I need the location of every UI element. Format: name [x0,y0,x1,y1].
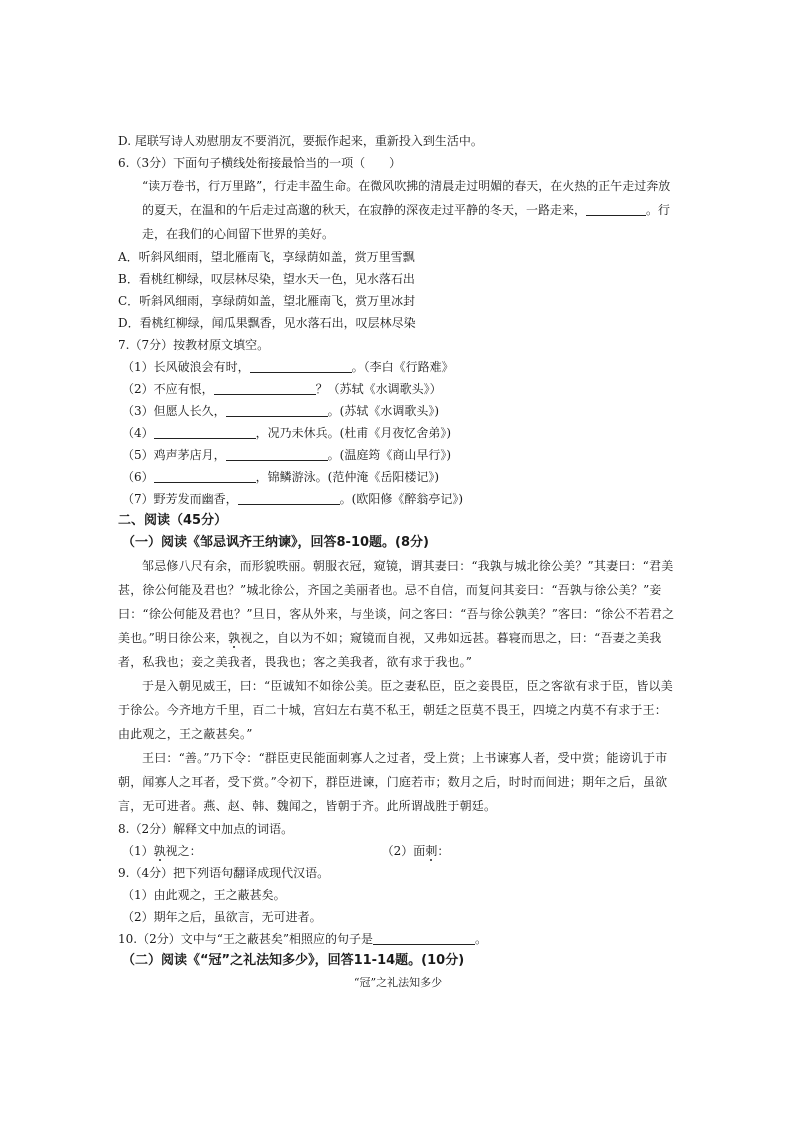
article-title: “冠”之礼法知多少 [353,976,443,989]
q7-blank-7[interactable] [238,490,340,505]
q7-item-6: （6） ，锦鳞游泳。(范仲淹《岳阳楼记》) [122,470,440,484]
q7-blank-2[interactable] [214,380,316,395]
passage-paragraph-2: 于是入朝见威王，曰：“臣诚知不如徐公美。臣之妻私臣，臣之妾畏臣，臣之客欲有求于臣，皆以美于徐公。今齐地方千里，百二十城，宫妇左右莫不私王，朝廷之臣莫不畏王，四境之内莫不有求于王：由此观之，王之蔽甚矣。” [118,679,673,741]
q9-item-2: （2）期年之后，虽欲言，无可进者。 [122,910,322,924]
q7-blank-4[interactable] [154,424,256,439]
q8-dotted-word-1: 孰 [153,844,166,858]
q7-item-7: （7）野芳发而幽香， 。(欧阳修《醉翁亭记》) [122,492,464,506]
q7-item-1: （1）长风破浪会有时， 。（李白《行路难》 [122,360,454,374]
q7-item-2: （2）不应有恨， ？（苏轼《水调歌头》） [122,382,442,396]
q10-answer-blank[interactable] [373,930,475,945]
q9-heading: 9.（4分）把下列语句翻译成现代汉语。 [118,866,330,880]
passage-paragraph-3: 王曰：“善。”乃下令：“群臣吏民能面刺寡人之过者，受上赏；上书谏寡人者，受中赏；能谤讥于市朝，闻寡人之耳者，受下赏。”令初下，群臣进谏，门庭若市；数月之后，时时而间进；期年之后，虽欲言，无可进者。燕、赵、韩、魏闻之，皆朝于齐。此所谓战胜于朝廷。 [118,751,668,813]
q6-option-b: B．看桃红柳绿，叹层林尽染，望水天一色，见水落石出 [118,272,415,286]
q7-blank-5[interactable] [226,446,328,461]
q7-blank-3[interactable] [226,402,328,417]
q6-option-a: A．听斜风细雨，望北雁南飞，享绿荫如盖，赏万里雪飘 [118,250,415,264]
q7-heading: 7.（7分）按教材原文填空。 [118,338,270,352]
q5-option-d: D. 尾联写诗人劝慰朋友不要消沉，要振作起来，重新投入到生活中。 [118,134,483,148]
q7-blank-1[interactable] [250,358,352,373]
q6-option-c: C．听斜风细雨，享绿荫如盖，望北雁南飞，赏万里冰封 [118,294,416,308]
q7-blank-6[interactable] [154,468,256,483]
q8-item-2: （2）面刺： [381,844,450,858]
dotted-word-shu: 孰 [228,631,241,645]
q7-item-5: （5）鸡声茅店月， 。(温庭筠《商山早行》) [122,448,452,462]
q6-heading: 6.（3分）下面句子横线处衔接最恰当的一项（ ） [118,156,402,170]
section-2-title: 二、阅读（45分） [118,513,228,528]
q6-option-d: D．看桃红柳绿，闻瓜果飘香，见水落石出，叹层林尽染 [118,316,416,330]
q6-passage: “读万卷书，行万里路”，行走丰盈生命。在微风吹拂的清晨走过明媚的春天，在火热的正午走过奔放的夏天，在温和的午后走过高邈的秋天，在寂静的深夜走过平静的冬天，一路走来， 。行走，在我们的心间留下世界的美好。 [142,179,671,241]
q6-answer-blank[interactable] [586,201,646,216]
exam-content [118,130,678,994]
q9-item-1: （1）由此观之，王之蔽甚矣。 [122,888,286,902]
q7-item-4: （4） ，况乃未休兵。(杜甫《月夜忆舍弟》) [122,426,452,440]
q10-line: 10.（2分）文中与“王之蔽甚矣”相照应的句子是 。 [118,932,488,946]
part-1-title: （一）阅读《邹忌讽齐王纳谏》，回答8-10题。(8分) [122,535,429,550]
passage-paragraph-1: 邹忌修八尺有余，而形貌昳丽。朝服衣冠，窥镜，谓其妻曰：“我孰与城北徐公美？”其妻曰：“君美甚，徐公何能及君也？”城北徐公，齐国之美丽者也。忌不自信，而复问其妾曰：“吾孰与徐公美？”妾曰：“徐公何能及君也？”旦日，客从外来，与坐谈，问之客曰：“吾与徐公孰美？”客曰：“徐公不若君之美也。”明日徐公来，孰视之，自以为不如；窥镜而自视，又弗如远甚。暮寝而思之，曰：“吾妻之美我者，私我也；妾之美我者，畏我也；客之美我者，欲有求于我也。” [118,559,675,669]
q8-dotted-word-2: 刺 [425,844,438,858]
q8-heading: 8.（2分）解释文中加点的词语。 [118,822,294,836]
q7-item-3: （3）但愿人长久， 。(苏轼《水调歌头》) [122,404,440,418]
part-2-title: （二）阅读《“冠”之礼法知多少》，回答11-14题。(10分) [122,953,465,968]
q8-items: （1）孰视之： （2）面刺： [118,840,678,862]
